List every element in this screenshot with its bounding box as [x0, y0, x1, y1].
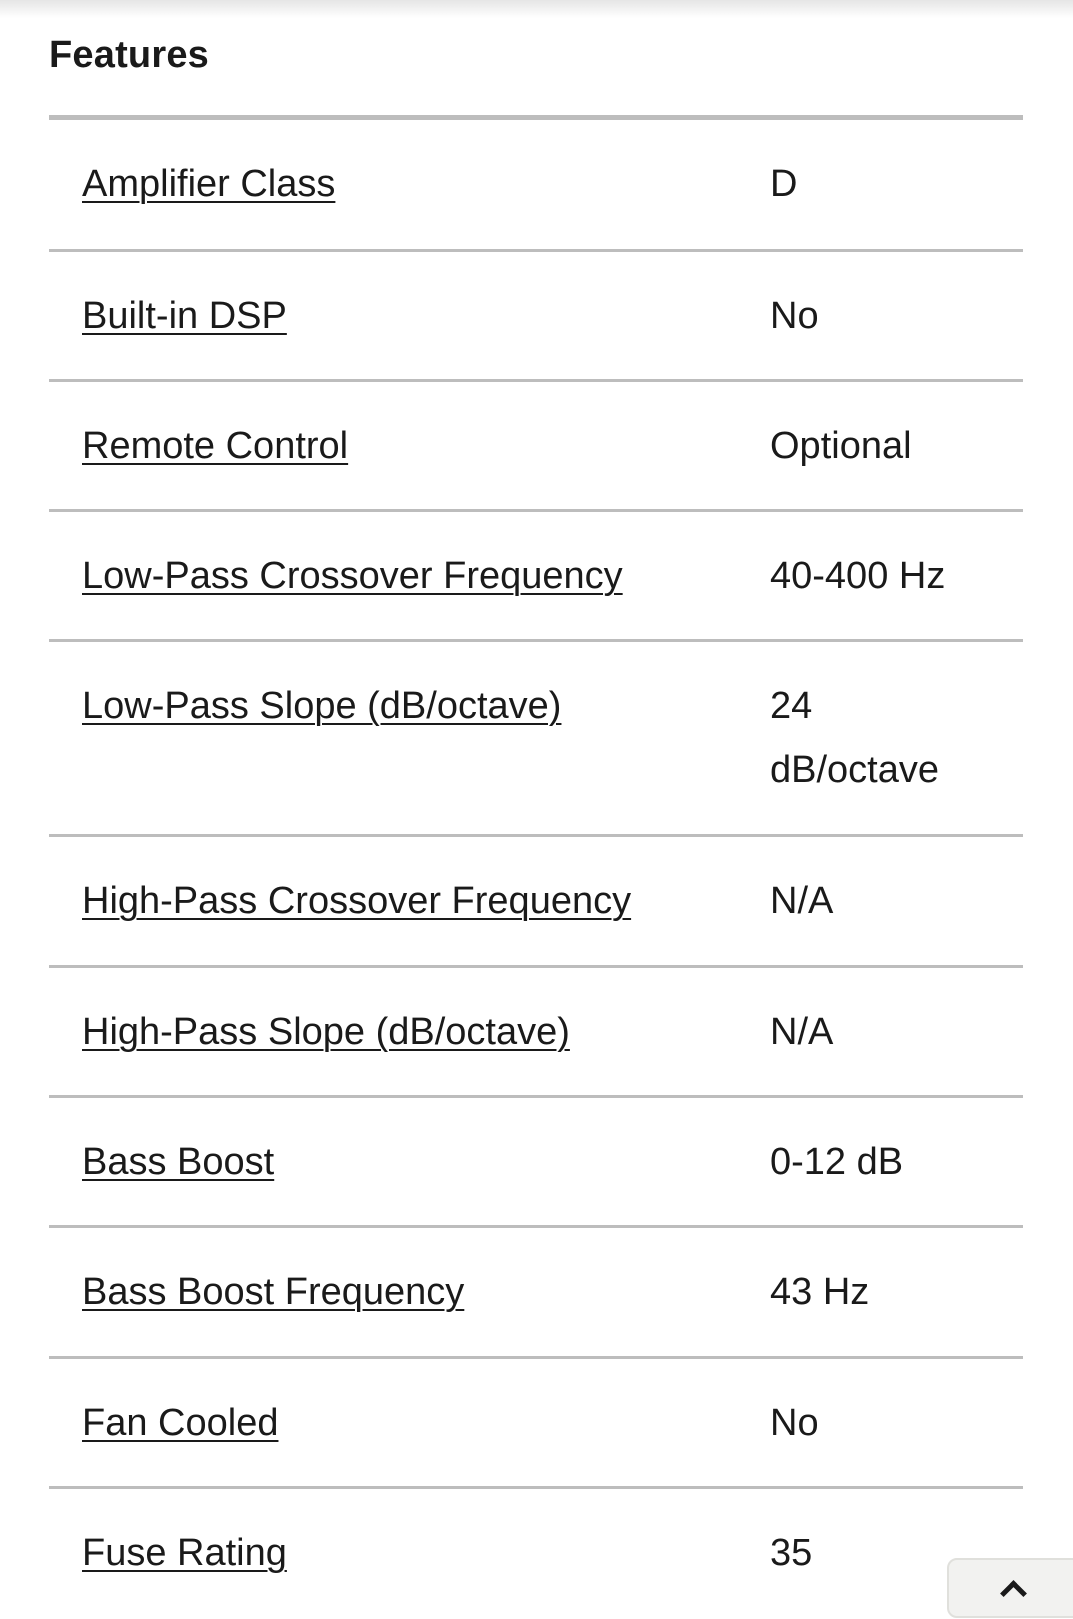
chevron-up-icon — [1000, 1580, 1027, 1607]
header-shadow — [0, 0, 1073, 18]
spec-row-built-in-dsp — [49, 252, 1023, 382]
spec-row-high-pass-crossover-frequency — [49, 837, 1023, 968]
spec-row-remote-control — [49, 382, 1023, 512]
spec-label-high-pass-slope[interactable]: High-Pass Slope (dB/octave) — [82, 1011, 570, 1053]
spec-label-fan-cooled[interactable]: Fan Cooled — [82, 1402, 279, 1444]
scroll-to-top-button[interactable] — [947, 1558, 1073, 1618]
spec-row-low-pass-crossover-frequency — [49, 512, 1023, 642]
spec-row-high-pass-slope — [49, 968, 1023, 1098]
spec-value-fuse-rating: 35 — [770, 1532, 813, 1574]
spec-value-low-pass-crossover-frequency: 40-400 Hz — [770, 555, 946, 597]
spec-label-low-pass-crossover-frequency[interactable]: Low-Pass Crossover Frequency — [82, 555, 623, 597]
spec-label-built-in-dsp[interactable]: Built-in DSP — [82, 295, 287, 337]
spec-label-low-pass-slope[interactable]: Low-Pass Slope (dB/octave) — [82, 685, 562, 727]
spec-value-bass-boost: 0-12 dB — [770, 1141, 904, 1183]
spec-row-fan-cooled — [49, 1359, 1023, 1489]
spec-label-bass-boost-frequency[interactable]: Bass Boost Frequency — [82, 1271, 465, 1313]
spec-value-amplifier-class: D — [770, 163, 798, 205]
spec-value-fan-cooled: No — [770, 1402, 819, 1444]
spec-value-bass-boost-frequency: 43 Hz — [770, 1271, 870, 1313]
spec-label-bass-boost[interactable]: Bass Boost — [82, 1141, 275, 1183]
spec-row-amplifier-class — [49, 120, 1023, 252]
spec-row-bass-boost-frequency — [49, 1228, 1023, 1359]
spec-label-high-pass-crossover-frequency[interactable]: High-Pass Crossover Frequency — [82, 880, 632, 922]
spec-value-low-pass-slope: 24 dB/octave — [770, 685, 939, 791]
spec-row-low-pass-slope — [49, 642, 1023, 837]
spec-label-remote-control[interactable]: Remote Control — [82, 425, 349, 467]
spec-label-amplifier-class[interactable]: Amplifier Class — [82, 163, 336, 205]
spec-value-built-in-dsp: No — [770, 295, 819, 337]
spec-table — [49, 115, 1023, 1619]
spec-label-fuse-rating[interactable]: Fuse Rating — [82, 1532, 287, 1574]
spec-value-high-pass-slope: N/A — [770, 1011, 834, 1053]
spec-row-bass-boost — [49, 1098, 1023, 1228]
spec-value-remote-control: Optional — [770, 425, 912, 467]
spec-value-high-pass-crossover-frequency: N/A — [770, 880, 834, 922]
section-title: Features — [49, 34, 210, 76]
